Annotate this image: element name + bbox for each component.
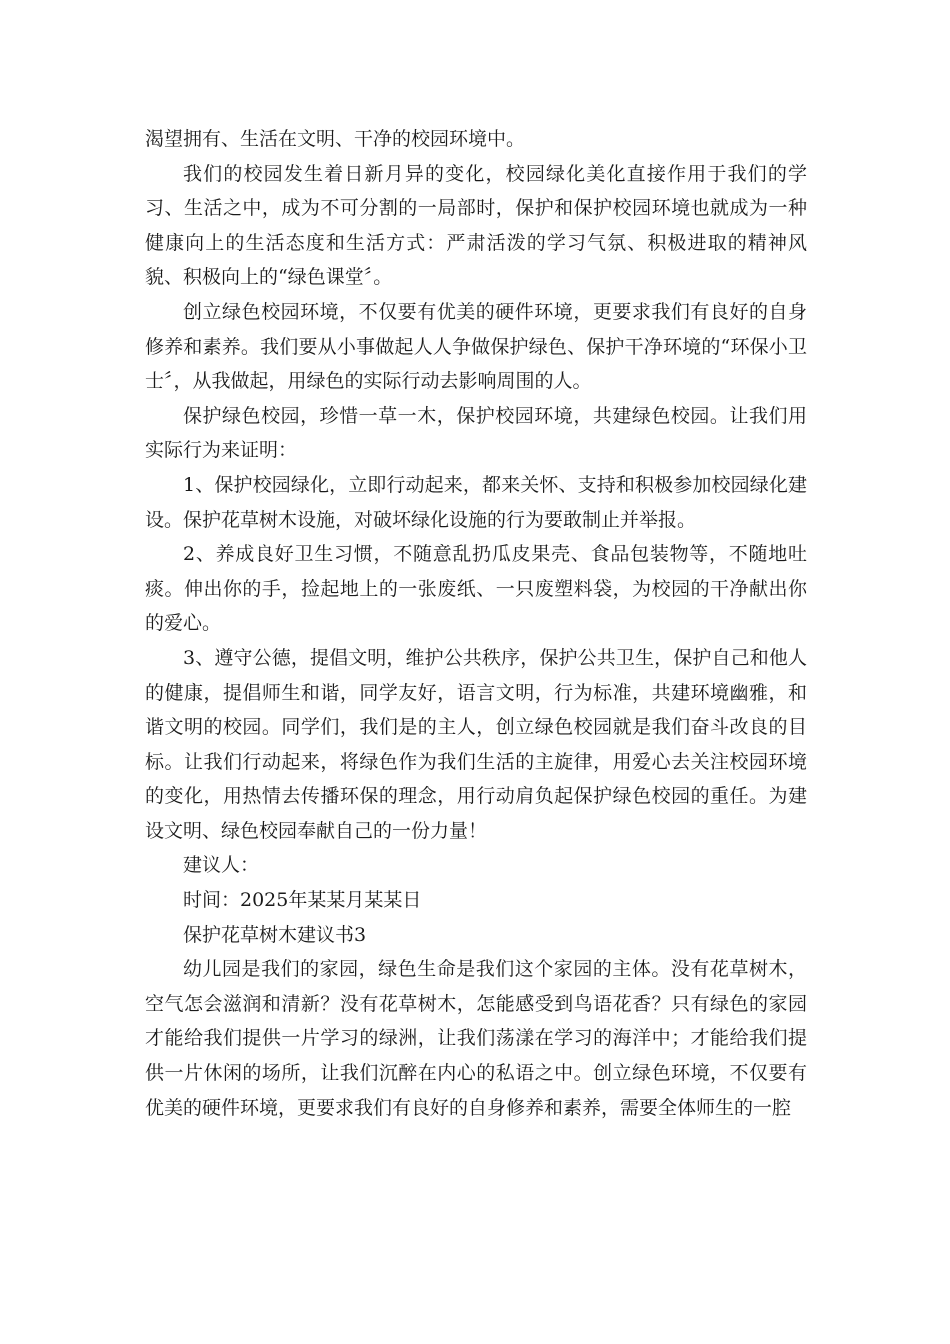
- list-item-3: 3、遵守公德，提倡文明，维护公共秩序，保护公共卫生，保护自己和他人的健康，提倡师生和谐，同学友好，语言文明，行为标准，共建环境幽雅，和谐文明的校园。同学们，我们是的主人，创立绿色校园就是我们奋斗改良的目标。让我们行动起来，将绿色作为我们生活的主旋律，用爱心去关注校园环境的变化，用热情去传播环保的理念，用行动肩负起保护绿色校园的重任。为建设文明、绿色校园奉献自己的一份力量！: [145, 646, 807, 842]
- list-item-2: 2、养成良好卫生习惯，不随意乱扔瓜皮果壳、食品包装物等，不随地吐痰。伸出你的手，捡起地上的一张废纸、一只废塑料袋，为校园的干净献出你的爱心。: [145, 543, 807, 635]
- paragraph-campus-changes: 我们的校园发生着日新月异的变化，校园绿化美化直接作用于我们的学习、生活之中，成为不可分割的一局部时，保护和保护校园环境也就成为一种健康向上的生活态度和生活方式：严肃活泼的学习气氛、积极进取的精神风貌、积极向上的“绿色课堂〞。: [145, 162, 807, 289]
- document-body: [145, 122, 807, 1125]
- paragraph-green-campus: 创立绿色校园环境，不仅要有优美的硬件环境，更要求我们有良好的自身修养和素养。我们要从小事做起人人争做保护绿色、保护干净环境的“环保小卫士〞，从我做起，用绿色的实际行动去影响周围的人。: [145, 300, 807, 393]
- list-item-1: 1、保护校园绿化，立即行动起来，都来关怀、支持和积极参加校园绿化建设。保护花草树木设施，对破坏绿化设施的行为要敢制止并举报。: [145, 473, 807, 531]
- proposer-line: 建议人：: [183, 854, 260, 877]
- paragraph-continuation: 渴望拥有、生活在文明、干净的校园环境中。: [145, 128, 526, 150]
- paragraph-protect-campus: 保护绿色校园，珍惜一草一木，保护校园环境，共建绿色校园。让我们用实际行为来证明：: [145, 404, 807, 462]
- paragraph-kindergarten: 幼儿园是我们的家园，绿色生命是我们这个家园的主体。没有花草树木，空气怎会滋润和清新？没有花草树木，怎能感受到鸟语花香？只有绿色的家园才能给我们提供一片学习的绿洲，让我们荡漾在学习的海洋中；才能给我们提供一片休闲的场所，让我们沉醉在内心的私语之中。创立绿色环境，不仅要有优美的硬件环境，更要求我们有良好的自身修养和素养，需要全体师生的一腔: [145, 958, 807, 1119]
- section-title: 保护花草树木建议书3: [183, 923, 367, 946]
- date-line: 时间：2025年某某月某某日: [183, 889, 422, 912]
